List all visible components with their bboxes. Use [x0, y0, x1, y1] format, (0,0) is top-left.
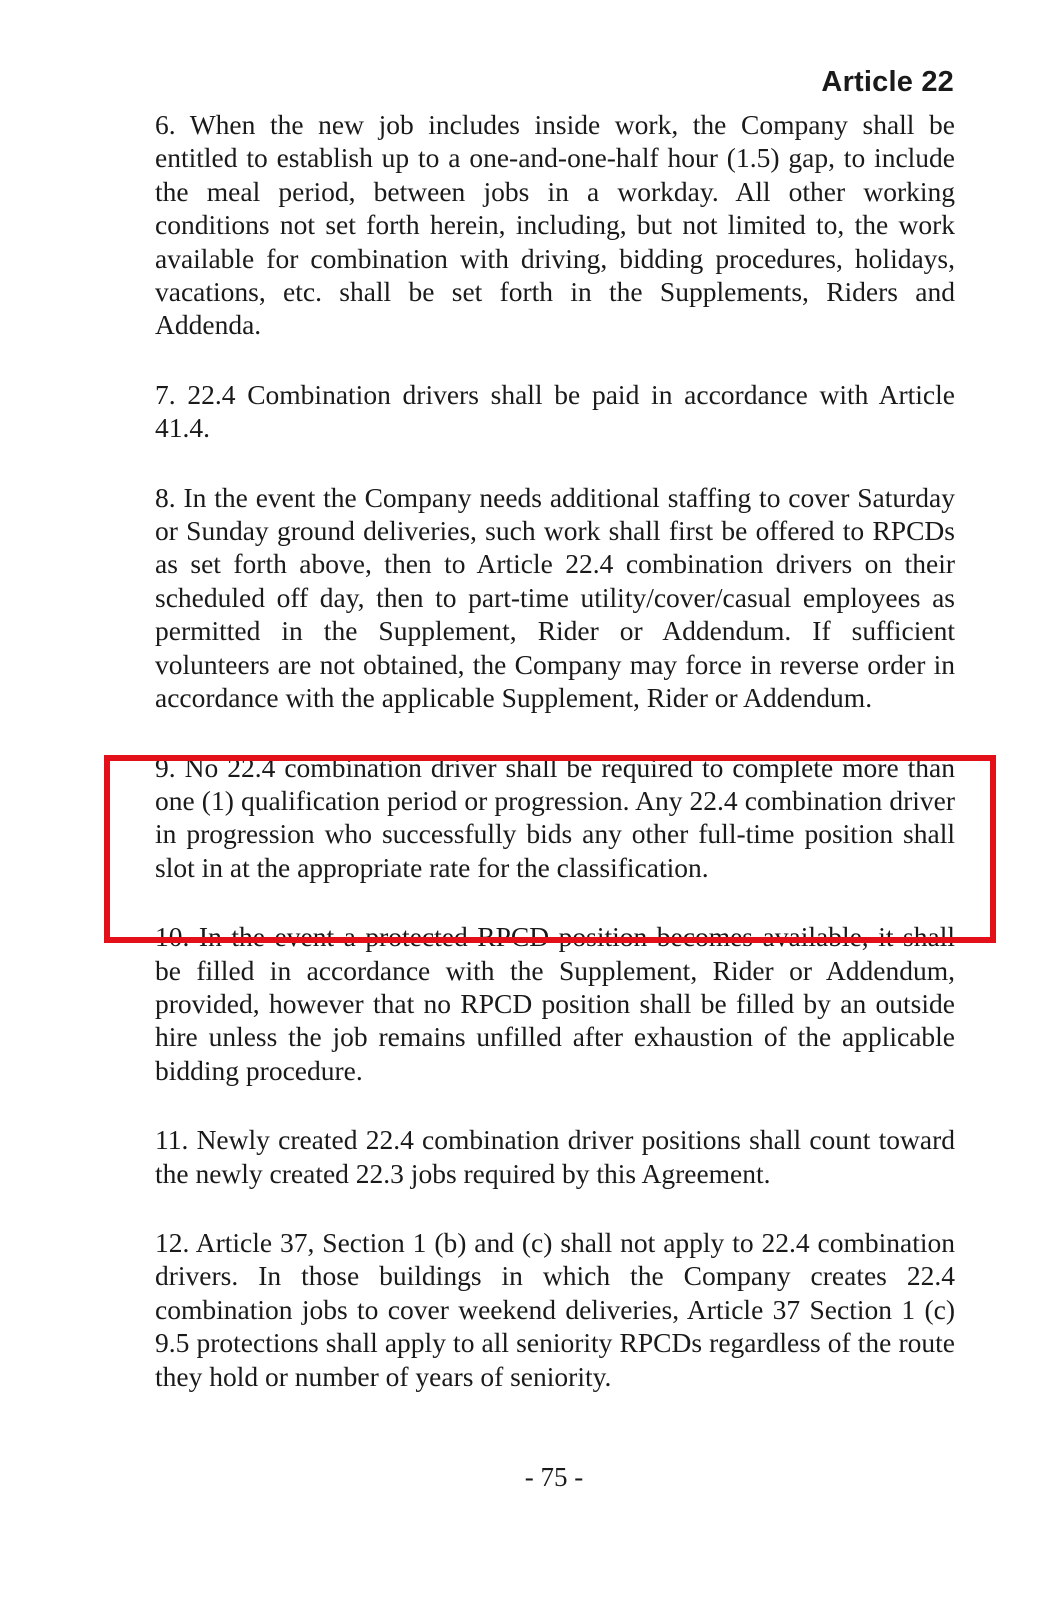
paragraph-12: 12. Article 37, Section 1 (b) and (c) shall not apply to 22.4 combination drivers. In those buildings in which the Company creates 22.4 combination jobs to cover weekend deliveries, Article 37 Section 1 (c) 9.5 protections shall apply to all seniority RPCDs regardless of the route they hold or number of years of seniority.: [155, 1226, 955, 1392]
paragraph-9: 9. No 22.4 combination driver shall be required to complete more than one (1) qualification period or progression. Any 22.4 combination driver in progression who successfully bids any other full-time position shall slot in at the appropriate rate for the classification.: [155, 751, 955, 883]
page-body: [155, 108, 955, 1429]
paragraph-6: 6. When the new job includes inside work, the Company shall be entitled to establish up to a one-and-one-half hour (1.5) gap, to include the meal period, between jobs in a workday. All other working conditions not set forth herein, including, but not limited to, the work available for combination with driving, bidding procedures, holidays, vacations, etc. shall be set forth in the Supplements, Riders and Addenda.: [155, 109, 955, 341]
paragraph-11: 11. Newly created 22.4 combination driver positions shall count toward the newly created 22.3 jobs required by this Agreement.: [155, 1124, 955, 1189]
paragraph-10: 10. In the event a protected RPCD position becomes available, it shall be filled in accordance with the Supplement, Rider or Addendum, provided, however that no RPCD position shall be filled by an outside hire unless the job remains unfilled after exhaustion of the applicable bidding procedure.: [155, 921, 955, 1086]
page-number: - 75 -: [524, 1462, 584, 1492]
paragraph-7: 7. 22.4 Combination drivers shall be paid in accordance with Article 41.4.: [155, 378, 955, 444]
article-header: Article 22: [821, 66, 954, 98]
paragraph-8: 8. In the event the Company needs additional staffing to cover Saturday or Sunday ground deliveries, such work shall first be offered to RPCDs as set forth above, then to Article 22.4 combination drivers on their scheduled off day, then to part-time utility/cover/casual employees as permitted in the Supplement, Rider or Addendum. If sufficient volunteers are not obtained, the Company may force in reverse order in accordance with the applicable Supplement, Rider or Addendum.: [155, 481, 955, 714]
